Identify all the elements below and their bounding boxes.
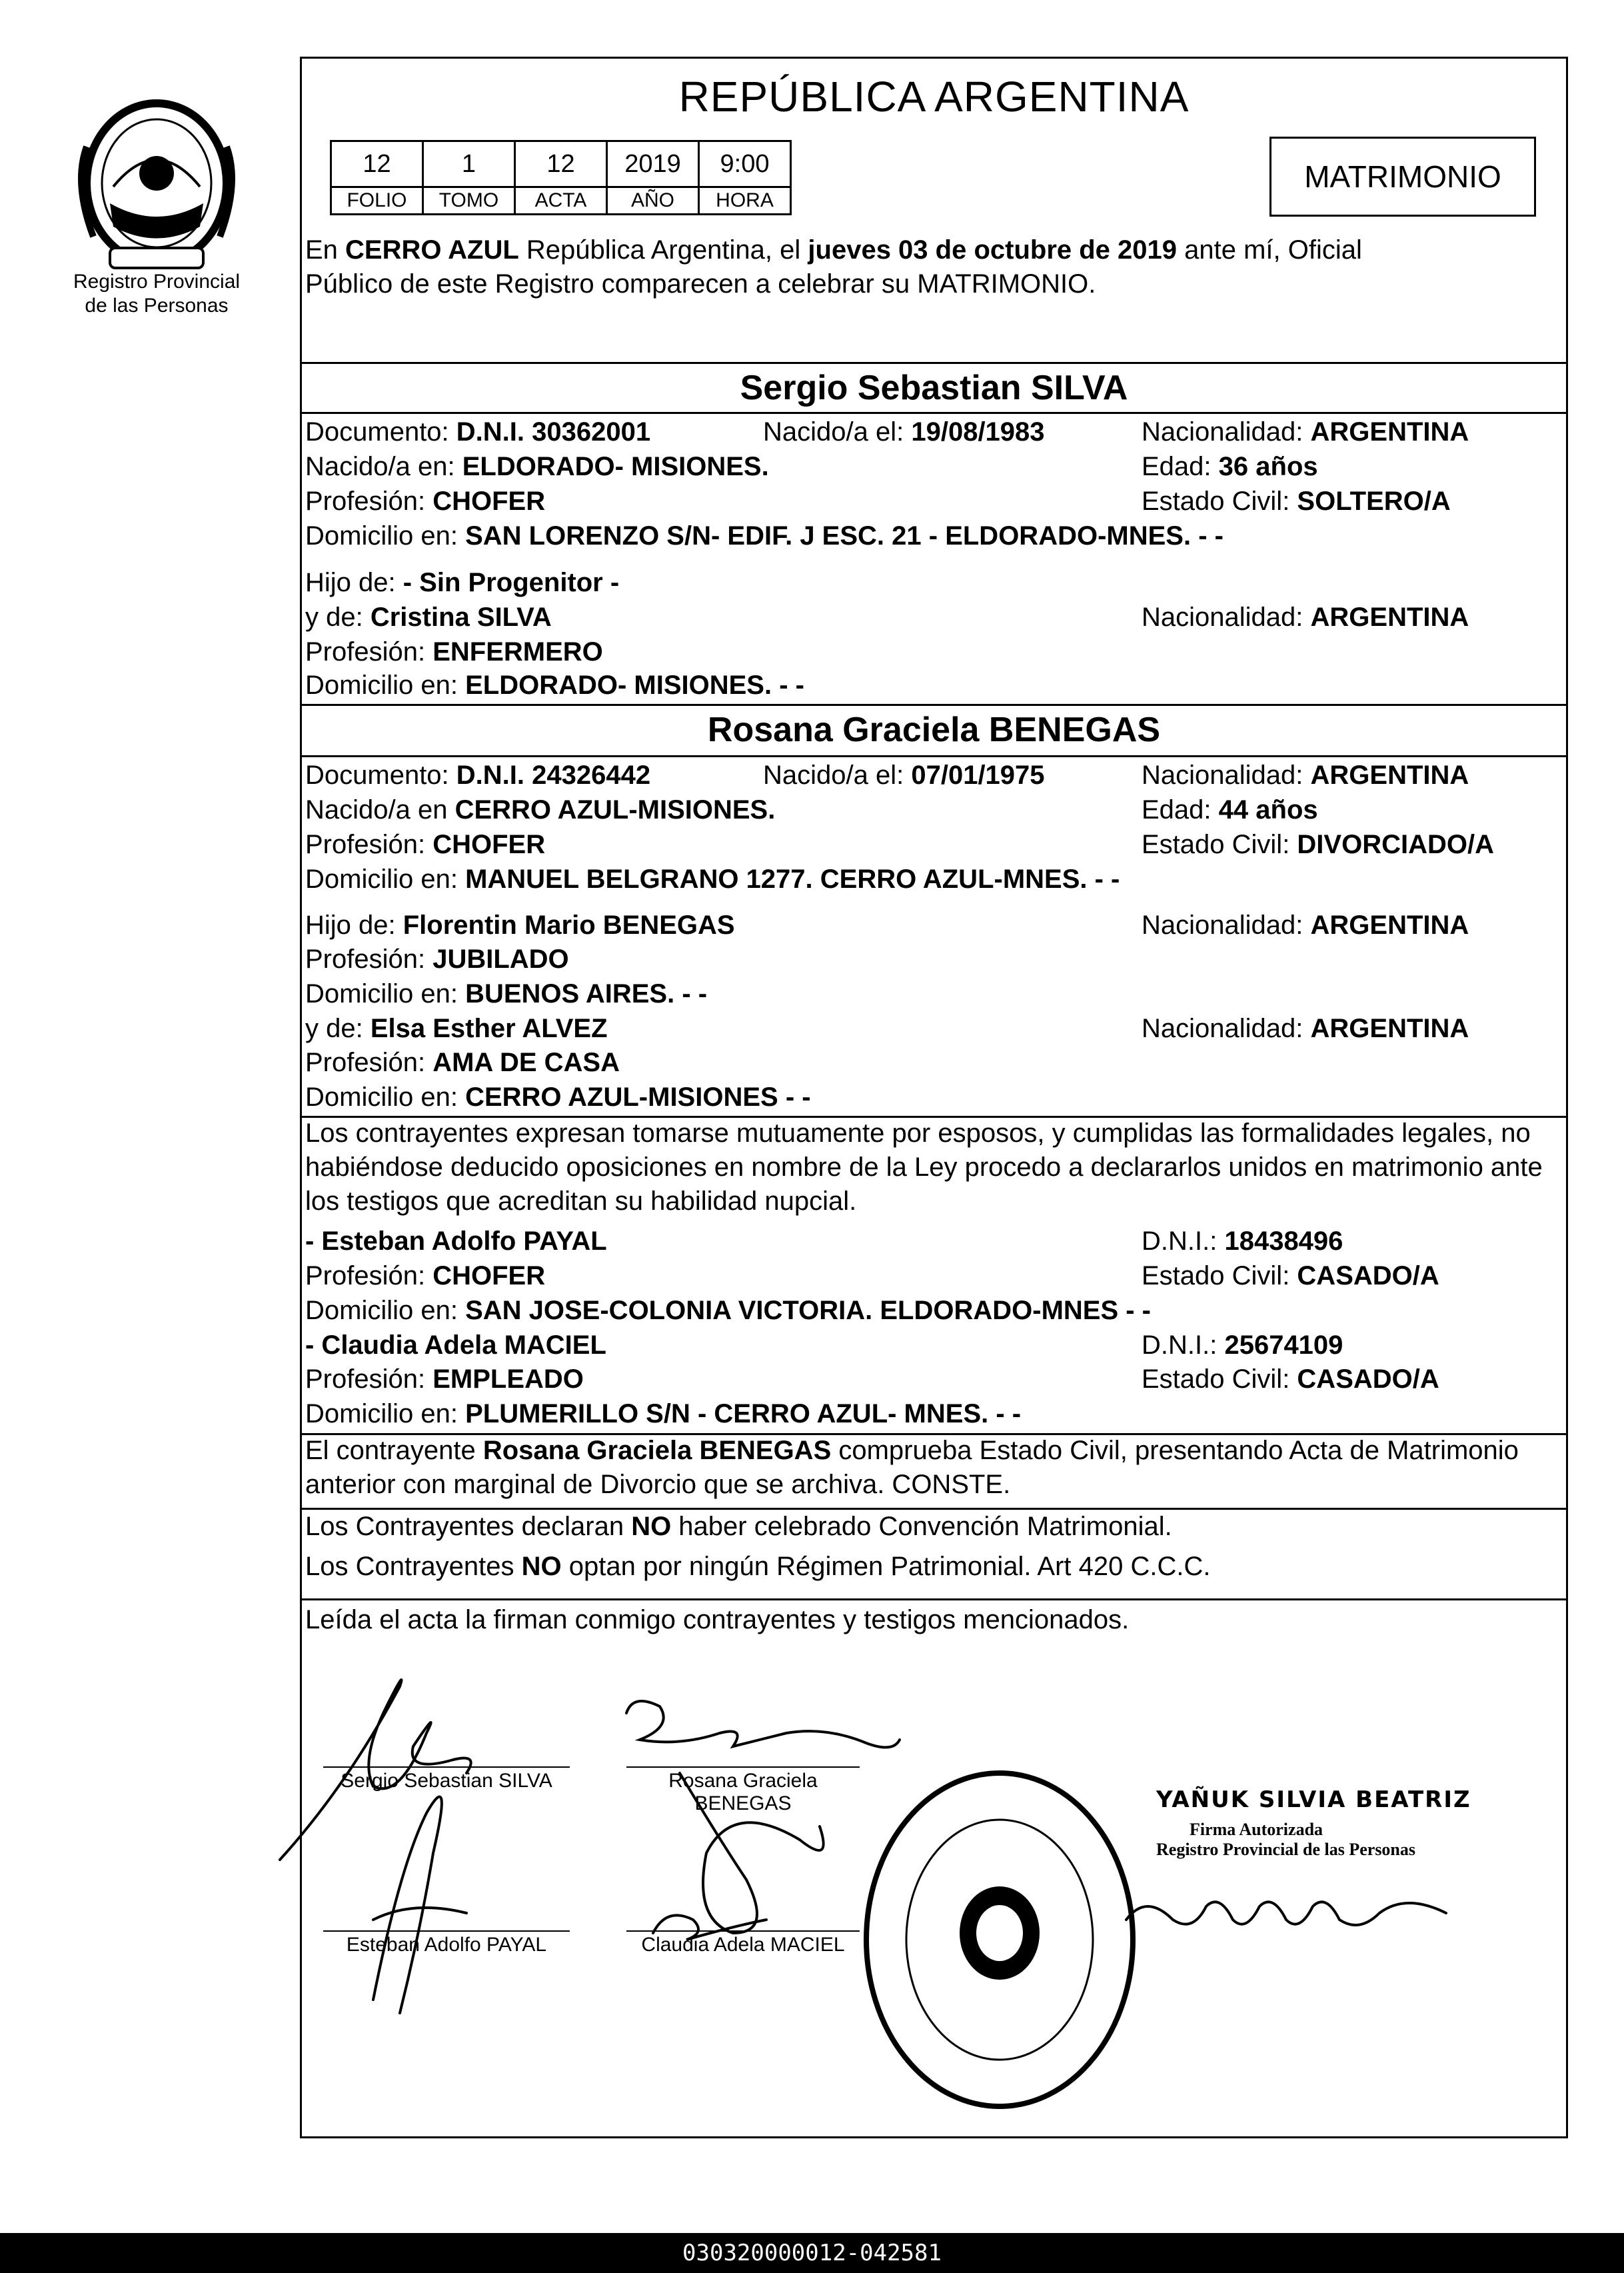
ceremony-place: CERRO AZUL [345, 235, 519, 265]
anio-label: AÑO [607, 187, 699, 215]
party1-nationality: Nacionalidad: ARGENTINA [1142, 417, 1469, 447]
party2-address: Domicilio en: MANUEL BELGRANO 1277. CERRO AZUL-MNES. - - [305, 865, 1120, 894]
witness1-address: Domicilio en: SAN JOSE-COLONIA VICTORIA. ELDORADO-MNES - - [305, 1296, 1152, 1325]
hora-value: 9:00 [699, 141, 791, 187]
witness2-civil-status: Estado Civil: CASADO/A [1142, 1364, 1439, 1394]
official-stamp [860, 1766, 1140, 2113]
witness1-civil-status: Estado Civil: CASADO/A [1142, 1261, 1439, 1290]
tomo-label: TOMO [423, 187, 515, 215]
record-type-box: MATRIMONIO [1269, 137, 1536, 217]
ceremony-date: jueves 03 de octubre de 2019 [808, 235, 1178, 265]
signature-label-rosana: Rosana Graciela BENEGAS [668, 1770, 818, 1814]
tomo-value: 1 [423, 141, 515, 187]
patrimonial-regime-statement: Los Contrayentes NO optan por ningún Régimen Patrimonial. Art 420 C.C.C. [305, 1552, 1211, 1581]
anio-value: 2019 [607, 141, 699, 187]
note-line-2: anterior con marginal de Divorcio que se archiva. CONSTE. [305, 1470, 1011, 1499]
signature-label-sergio: Sergio Sebastian SILVA [341, 1770, 552, 1792]
witness1-profession: Profesión: CHOFER [305, 1261, 546, 1290]
folio-value: 12 [331, 141, 423, 187]
page-title: REPÚBLICA ARGENTINA [678, 73, 1190, 121]
witness2-address: Domicilio en: PLUMERILLO S/N - CERRO AZUL- MNES. - - [305, 1399, 1022, 1428]
official-office: Registro Provincial de las Personas [1156, 1840, 1416, 1859]
party1-father: Hijo de: - Sin Progenitor - [305, 568, 620, 597]
hora-label: HORA [699, 187, 791, 215]
party1-mother-profession: Profesión: ENFERMERO [305, 637, 603, 667]
party2-mother-address: Domicilio en: CERRO AZUL-MISIONES - - [305, 1083, 811, 1112]
party1-civil-status: Estado Civil: SOLTERO/A [1142, 487, 1451, 516]
declaration-line-1: Los contrayentes expresan tomarse mutuamente por esposos, y cumplidas las formalidades legales, no [305, 1119, 1531, 1148]
intro-text-3: ante mí, Oficial [1177, 235, 1362, 265]
logo-caption-line1: Registro Provincial [73, 271, 241, 293]
note-text-2: comprueba Estado Civil, presentando Acta de Matrimonio [831, 1436, 1519, 1465]
signature-rosana [626, 1701, 900, 1933]
signature-official [1126, 1902, 1446, 1925]
party2-mother: y de: Elsa Esther ALVEZ [305, 1014, 608, 1043]
declaration-line-2: habiéndose deducido oposiciones en nombre de la Ley procedo a declararlos unidos en matrimonio ante [305, 1152, 1543, 1182]
party2-name: Rosana Graciela BENEGAS [707, 711, 1161, 749]
party1-document: Documento: D.N.I. 30362001 [305, 417, 651, 447]
intro-text-2: República Argentina, el [518, 235, 808, 265]
intro-line-2: Público de este Registro comparecen a celebrar su MATRIMONIO. [305, 269, 1096, 299]
party1-mother-nationality: Nacionalidad: ARGENTINA [1142, 603, 1469, 632]
party2-document: Documento: D.N.I. 24326442 [305, 761, 651, 790]
witness2-name: - Claudia Adela MACIEL [305, 1330, 606, 1360]
declaration-line-3: los testigos que acreditan su habilidad nupcial. [305, 1186, 857, 1216]
party2-profession: Profesión: CHOFER [305, 830, 546, 859]
party2-birthdate: Nacido/a el: 07/01/1975 [763, 761, 1045, 790]
party2-civil-status: Estado Civil: DIVORCIADO/A [1142, 830, 1494, 859]
note-text-1: El contrayente [305, 1436, 483, 1465]
logo-caption-line2: de las Personas [85, 295, 229, 317]
party2-age: Edad: 44 años [1142, 795, 1318, 825]
party1-mother-address: Domicilio en: ELDORADO- MISIONES. - - [305, 671, 804, 700]
closing-statement: Leída el acta la firman conmigo contrayentes y testigos mencionados. [305, 1605, 1130, 1634]
official-signatory-block [1156, 1786, 1471, 1860]
official-role: Firma Autorizada [1190, 1820, 1323, 1839]
signature-claudia [653, 1915, 766, 1940]
signature-label-esteban: Esteban Adolfo PAYAL [346, 1934, 547, 1956]
witness2-dni: D.N.I.: 25674109 [1142, 1330, 1343, 1360]
folio-label: FOLIO [331, 187, 423, 215]
witness2-profession: Profesión: EMPLEADO [305, 1364, 584, 1394]
signature-esteban [373, 1797, 466, 2014]
party1-address: Domicilio en: SAN LORENZO S/N- EDIF. J ESC. 21 - ELDORADO-MNES. - - [305, 521, 1223, 551]
witness1-name: - Esteban Adolfo PAYAL [305, 1226, 607, 1256]
party1-profession: Profesión: CHOFER [305, 487, 546, 516]
party1-birthdate: Nacido/a el: 19/08/1983 [763, 417, 1045, 447]
document-footer-code: 030320000012-042581 [0, 2233, 1624, 2273]
party2-father-nationality: Nacionalidad: ARGENTINA [1142, 911, 1469, 940]
acta-label: ACTA [515, 187, 607, 215]
signature-label-claudia: Claudia Adela MACIEL [641, 1934, 845, 1956]
party2-father-address: Domicilio en: BUENOS AIRES. - - [305, 979, 708, 1009]
party2-father: Hijo de: Florentin Mario BENEGAS [305, 911, 735, 940]
party2-birthplace: Nacido/a en CERRO AZUL-MISIONES. [305, 795, 776, 825]
party2-father-profession: Profesión: JUBILADO [305, 945, 569, 974]
party1-mother: y de: Cristina SILVA [305, 603, 552, 632]
witness1-dni: D.N.I.: 18438496 [1142, 1226, 1343, 1256]
signature-sergio [280, 1680, 471, 1860]
intro-text-1: En [305, 235, 346, 265]
party2-nationality: Nacionalidad: ARGENTINA [1142, 761, 1469, 790]
party2-mother-profession: Profesión: AMA DE CASA [305, 1048, 620, 1077]
convention-statement: Los Contrayentes declaran NO haber celebrado Convención Matrimonial. [305, 1512, 1172, 1541]
party1-age: Edad: 36 años [1142, 452, 1318, 481]
party1-birthplace: Nacido/a en: ELDORADO- MISIONES. [305, 452, 769, 481]
party2-mother-nationality: Nacionalidad: ARGENTINA [1142, 1014, 1469, 1043]
party1-name: Sergio Sebastian SILVA [740, 369, 1128, 407]
official-name: YAÑUK SILVIA BEATRIZ [1156, 1786, 1471, 1813]
acta-value: 12 [515, 141, 607, 187]
note-name: Rosana Graciela BENEGAS [482, 1436, 832, 1465]
